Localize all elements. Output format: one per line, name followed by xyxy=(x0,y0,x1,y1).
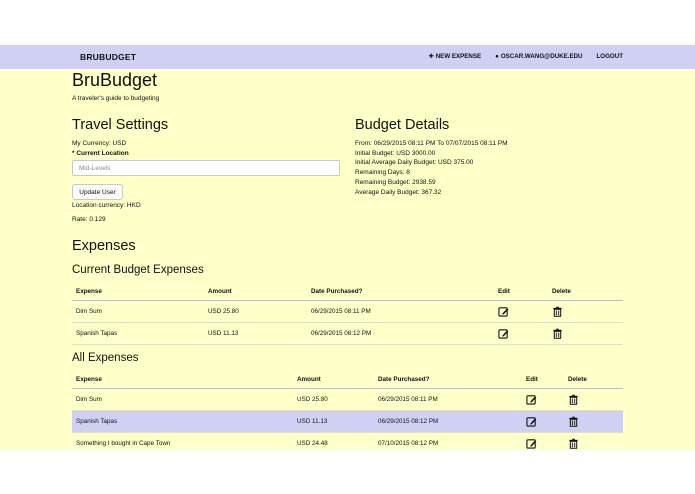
update-user-button[interactable]: Update User xyxy=(72,184,123,200)
expense-cell: Spanish Tapas xyxy=(72,323,204,345)
table-row xyxy=(72,433,623,451)
edit-cell xyxy=(522,433,564,451)
expense-cell: Spanish Tapas xyxy=(72,411,293,433)
edit-cell xyxy=(494,301,548,323)
navbar xyxy=(0,45,695,69)
amount-cell: USD 25.80 xyxy=(293,389,374,411)
col-edit: Edit xyxy=(494,283,548,301)
new-expense-label: NEW EXPENSE xyxy=(435,53,482,60)
page-title: BruBudget xyxy=(72,70,158,90)
edit-icon[interactable] xyxy=(526,438,537,449)
col-expense: Expense xyxy=(72,283,204,301)
plus-icon: ✚ xyxy=(428,53,434,60)
table-row xyxy=(72,323,623,345)
user-icon: ● xyxy=(495,53,499,60)
date-cell: 06/29/2015 08:11 PM xyxy=(374,389,522,411)
table-header-row xyxy=(72,371,623,389)
delete-cell xyxy=(564,433,623,451)
col-date: Date Purchased? xyxy=(307,283,494,301)
budget-line: Remaining Budget: 2938.59 xyxy=(355,178,436,186)
budget-line: Initial Budget: USD 3000.00 xyxy=(355,149,436,157)
nav-links xyxy=(429,53,623,60)
all-expenses-table xyxy=(72,371,623,450)
logout-link[interactable]: LOGOUT xyxy=(596,53,623,60)
page-background xyxy=(0,45,695,450)
trash-icon[interactable] xyxy=(568,416,579,427)
expense-cell: Dim Sum xyxy=(72,301,204,323)
delete-cell xyxy=(564,389,623,411)
date-cell: 06/29/2015 08:12 PM xyxy=(307,323,494,345)
table-header-row xyxy=(72,283,623,301)
amount-cell: USD 11.13 xyxy=(204,323,307,345)
amount-cell: USD 24.48 xyxy=(293,433,374,451)
col-amount: Amount xyxy=(293,371,374,389)
new-expense-link[interactable] xyxy=(429,53,482,60)
table-row xyxy=(72,389,623,411)
budget-details-title: Budget Details xyxy=(355,117,450,133)
edit-icon[interactable] xyxy=(526,394,537,405)
col-expense: Expense xyxy=(72,371,293,389)
delete-cell xyxy=(564,411,623,433)
budget-details-list xyxy=(355,139,508,197)
date-cell: 06/29/2015 08:12 PM xyxy=(374,411,522,433)
trash-icon[interactable] xyxy=(568,394,579,405)
trash-icon[interactable] xyxy=(568,438,579,449)
location-input[interactable]: Mid-Levels xyxy=(72,160,340,176)
page-subtitle: A traveler's guide to budgeting xyxy=(72,95,160,102)
col-edit: Edit xyxy=(522,371,564,389)
user-label: OSCAR.WANG@DUKE.EDU xyxy=(500,53,583,60)
expense-cell: Dim Sum xyxy=(72,389,293,411)
col-date: Date Purchased? xyxy=(374,371,522,389)
col-delete: Delete xyxy=(548,283,623,301)
table-row xyxy=(72,301,623,323)
user-link[interactable] xyxy=(495,53,582,60)
current-location-label: * Current Location xyxy=(72,150,129,157)
edit-icon[interactable] xyxy=(526,416,537,427)
amount-cell: USD 25.80 xyxy=(204,301,307,323)
table-row-highlighted xyxy=(72,411,623,433)
budget-line: Initial Average Daily Budget: USD 375.00 xyxy=(355,159,474,167)
trash-icon[interactable] xyxy=(552,328,563,339)
travel-settings-title: Travel Settings xyxy=(72,117,169,133)
location-currency-text: Location currency: HKD xyxy=(72,202,141,209)
expenses-title: Expenses xyxy=(72,238,136,254)
current-budget-expenses-title: Current Budget Expenses xyxy=(72,264,204,276)
edit-icon[interactable] xyxy=(498,328,509,339)
col-amount: Amount xyxy=(204,283,307,301)
amount-cell: USD 11.13 xyxy=(293,411,374,433)
edit-cell xyxy=(522,389,564,411)
current-expenses-table xyxy=(72,283,623,345)
budget-line: From: 06/29/2015 08:11 PM To 07/07/2015 08:11 PM xyxy=(355,140,508,147)
budget-line: Average Daily Budget: 367.32 xyxy=(355,188,442,196)
edit-cell xyxy=(522,411,564,433)
currency-text: My Currency: USD xyxy=(72,140,127,147)
trash-icon[interactable] xyxy=(552,306,563,317)
date-cell: 07/10/2015 08:12 PM xyxy=(374,433,522,451)
date-cell: 06/29/2015 08:11 PM xyxy=(307,301,494,323)
budget-line: Remaining Days: 8 xyxy=(355,169,410,177)
col-delete: Delete xyxy=(564,371,623,389)
rate-text: Rate: 0.129 xyxy=(72,216,106,223)
expense-cell: Something I bought in Cape Town xyxy=(72,433,293,451)
all-expenses-title: All Expenses xyxy=(72,352,139,364)
brand-link[interactable]: BRUBUDGET xyxy=(80,52,137,62)
edit-cell xyxy=(494,323,548,345)
delete-cell xyxy=(548,301,623,323)
edit-icon[interactable] xyxy=(498,306,509,317)
delete-cell xyxy=(548,323,623,345)
